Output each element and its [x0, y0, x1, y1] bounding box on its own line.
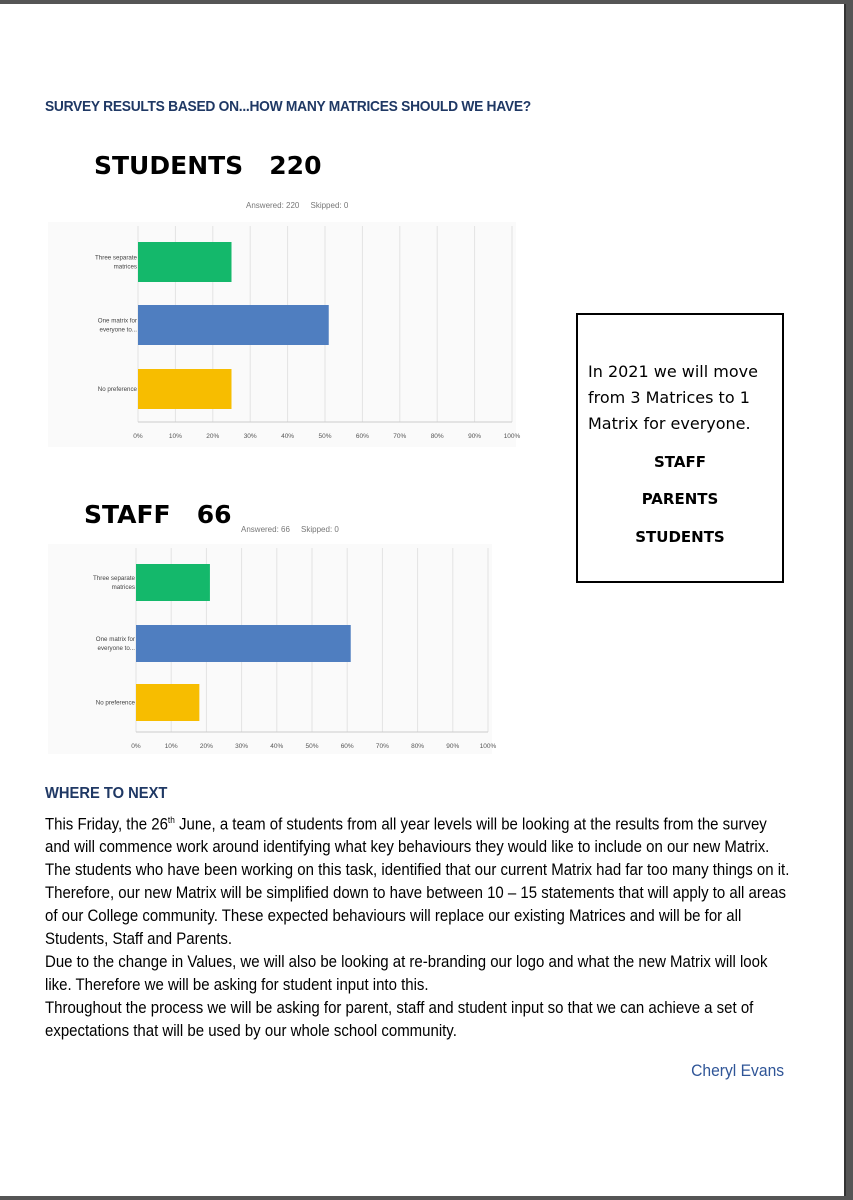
bar-3 — [138, 369, 232, 409]
x-tick-label: 50% — [318, 433, 332, 440]
signature: Cheryl Evans — [690, 1061, 784, 1080]
category-label: One matrix for everyone to... — [95, 636, 135, 652]
callout-group-parents: PARENTS — [641, 490, 719, 508]
bar-3 — [136, 684, 199, 721]
category-label: No preference — [97, 386, 137, 393]
bar-1 — [138, 242, 232, 282]
x-tick-label: 10% — [164, 743, 178, 750]
x-tick-label: 0% — [133, 433, 143, 440]
date-ordinal: th — [167, 815, 175, 825]
where-to-next-heading: WHERE TO NEXT — [45, 785, 168, 802]
paragraph-friday-start: This Friday, the 26 — [45, 815, 168, 834]
document-page — [0, 4, 846, 1196]
paragraph-friday — [45, 809, 790, 951]
students-chart-title: STUDENTS 220 — [94, 151, 322, 180]
paragraph-process: Throughout the process we will be asking for parent, staff and student input so that we can achieve a set of expectations that will be used by our whole school community. — [45, 999, 754, 1041]
bar-1 — [136, 564, 210, 601]
bar-2 — [136, 625, 351, 662]
body-text — [45, 809, 790, 1043]
paragraph-friday-rest: June, a team of students from all year levels will be looking at the results from the survey and will commence work around identifying what key behaviours they would like to include on our new Matrix. The students who have been working on this task, identified that our current Matrix had far too many things on it. Therefore, our new Matrix will be simplified down to have between 10 – 15 statements that will apply to all areas of our College community. These expected behaviours will replace our existing Matrices and will be for all Students, Staff and Parents. — [45, 815, 790, 949]
x-tick-label: 40% — [270, 743, 284, 750]
x-tick-label: 90% — [468, 433, 482, 440]
x-tick-label: 100% — [503, 433, 521, 440]
students-bar-chart — [48, 222, 521, 447]
x-tick-label: 30% — [235, 743, 249, 750]
x-tick-label: 40% — [281, 433, 295, 440]
staff-bar-chart — [48, 544, 498, 754]
survey-heading: SURVEY RESULTS BASED ON...HOW MANY MATRICES SHOULD WE HAVE? — [45, 98, 531, 115]
x-tick-label: 0% — [131, 743, 141, 750]
x-tick-label: 10% — [168, 433, 182, 440]
callout-message: In 2021 we will move from 3 Matrices to 1 Matrix for everyone. — [588, 362, 758, 433]
category-label: No preference — [95, 699, 135, 707]
x-tick-label: 70% — [393, 433, 407, 440]
x-tick-label: 60% — [340, 743, 354, 750]
x-tick-label: 90% — [446, 743, 460, 750]
students-chart-meta: Answered: 220 Skipped: 0 — [246, 201, 349, 210]
x-tick-label: 30% — [243, 433, 257, 440]
category-label: One matrix for everyone to... — [97, 317, 137, 334]
x-tick-label: 20% — [199, 743, 213, 750]
staff-chart-meta: Answered: 66 Skipped: 0 — [241, 525, 339, 534]
callout-group-students: STUDENTS — [635, 528, 725, 546]
x-tick-label: 100% — [479, 743, 497, 750]
bar-2 — [138, 305, 329, 345]
callout-group-staff: STAFF — [654, 453, 706, 471]
category-label: Three separate matrices — [95, 254, 137, 271]
x-tick-label: 60% — [355, 433, 369, 440]
x-tick-label: 20% — [206, 433, 220, 440]
x-tick-label: 80% — [411, 743, 425, 750]
x-tick-label: 70% — [375, 743, 389, 750]
paragraph-values: Due to the change in Values, we will also be looking at re-branding our logo and what the new Matrix will look like. Therefore we will be asking for student input into this. — [45, 953, 768, 995]
category-label: Three separate matrices — [93, 575, 135, 591]
x-tick-label: 80% — [430, 433, 444, 440]
callout-box — [576, 313, 784, 583]
staff-chart-title: STAFF 66 — [84, 500, 232, 529]
x-tick-label: 50% — [305, 743, 319, 750]
